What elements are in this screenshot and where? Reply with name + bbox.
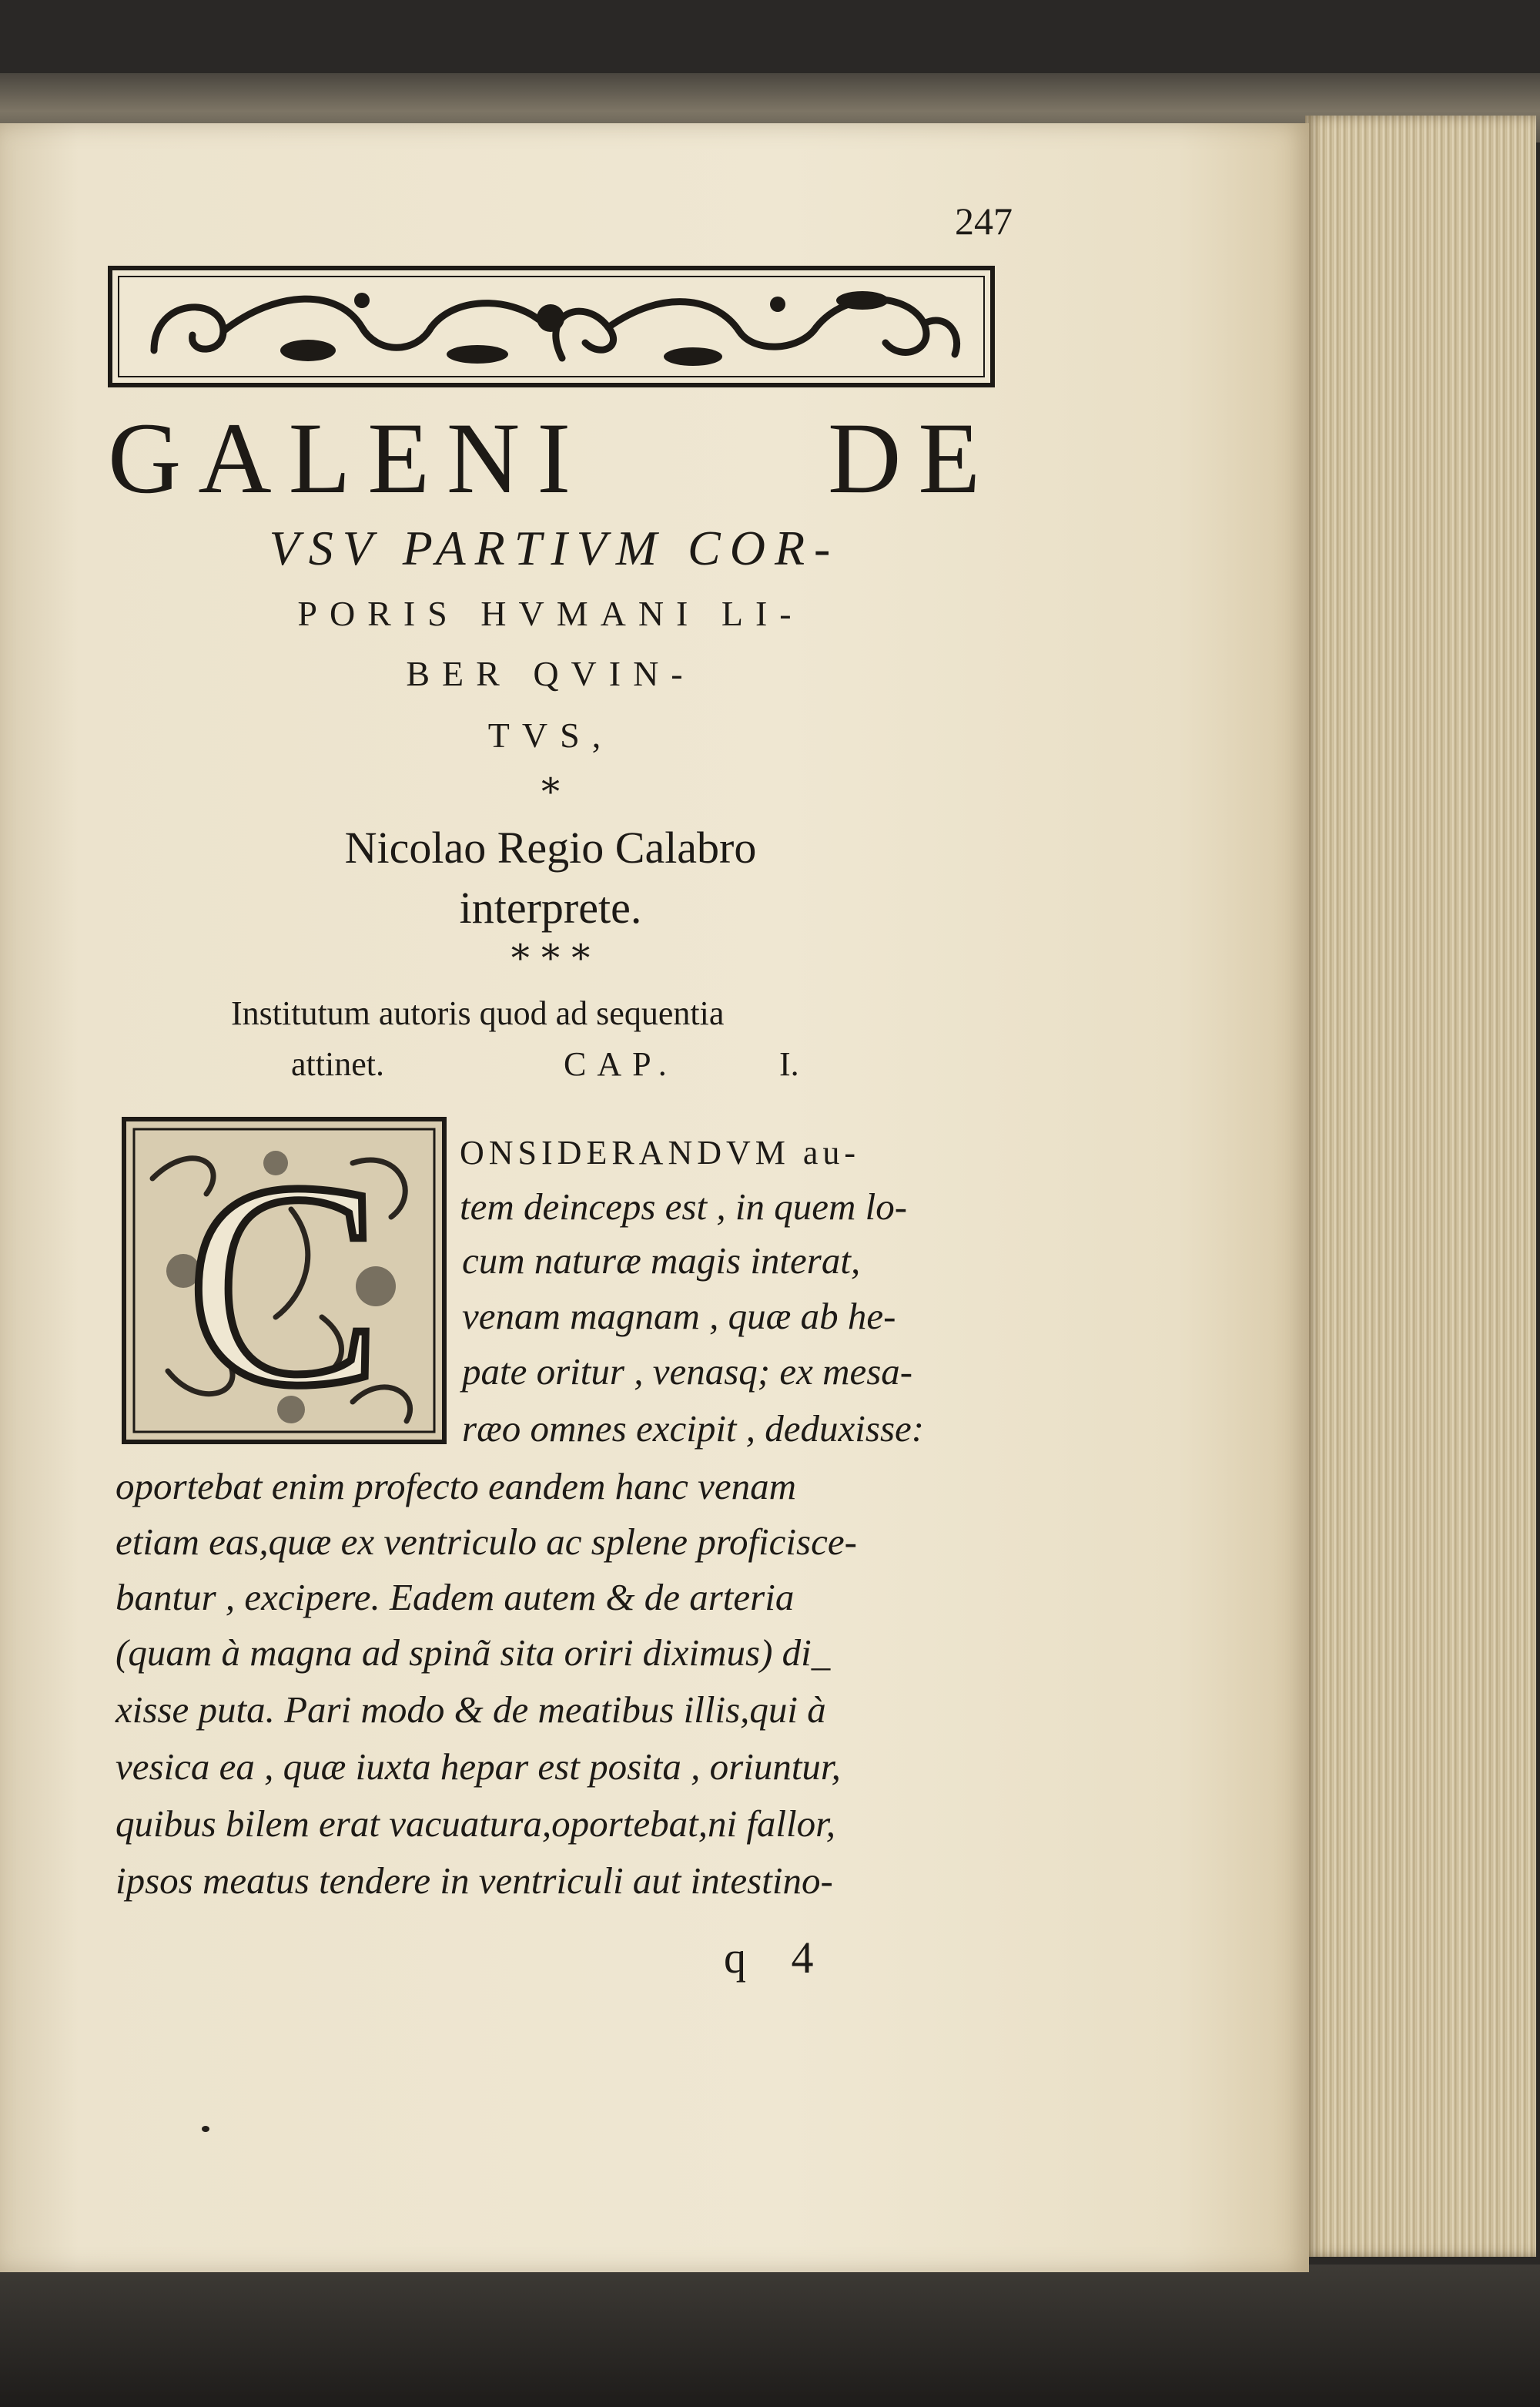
body-line: tem deinceps est , in quem lo-: [460, 1185, 908, 1228]
star-ornament: *: [541, 770, 560, 813]
decorated-initial: [122, 1117, 447, 1444]
body-line: venam magnam , quæ ab he-: [462, 1295, 896, 1337]
body-line: quibus bilem erat vacuatura,oportebat,ni fallor,: [116, 1802, 836, 1845]
title-line-2: PORIS HVMANI LI-: [297, 594, 804, 633]
star-cluster: * * *: [511, 937, 591, 980]
body-line: pate oritur , venasq; ex mesa-: [462, 1350, 913, 1393]
body-line: ræo omnes excipit , deduxisse:: [462, 1407, 925, 1450]
title-line-4: TVS,: [487, 716, 614, 755]
body-line: ipsos meatus tendere in ventriculi aut intestino-: [116, 1859, 833, 1902]
body-line: (quam à magna ad spinã sita oriri diximus) di_: [116, 1631, 831, 1674]
ornament-band: [108, 266, 995, 387]
chapter-heading-line-2: attinet.: [291, 1045, 384, 1083]
body-line: bantur , excipere. Eadem autem & de arteria: [116, 1576, 795, 1618]
body-line: ONSIDERANDVM au-: [460, 1134, 861, 1172]
signature-mark: q 4: [724, 1933, 831, 1983]
body-line: oportebat enim profecto eandem hanc venam: [116, 1465, 797, 1507]
body-line: etiam eas,quæ ex ventriculo ac splene proficisce-: [116, 1520, 857, 1563]
page-number: 247: [955, 199, 1013, 243]
body-line: xisse puta. Pari modo & de meatibus illis,qui à: [116, 1688, 826, 1731]
page-edges: [1305, 116, 1536, 2257]
interpreter-line-2: interprete.: [459, 883, 642, 933]
body-line: vesica ea , quæ iuxta hepar est posita , oriuntur,: [116, 1745, 841, 1788]
chapter-cap-number: I.: [779, 1045, 799, 1083]
chapter-cap-label: CAP.: [564, 1045, 678, 1083]
book-cover-bottom: [0, 2265, 1540, 2407]
body-line: cum naturæ magis interat,: [462, 1239, 861, 1282]
initial-letter: C: [186, 1122, 382, 1444]
title-subtitle: VSV PARTIVM COR-: [269, 521, 840, 575]
interpreter-line-1: Nicolao Regio Calabro: [344, 823, 757, 873]
title-main: GALENI DE: [108, 401, 997, 515]
title-line-3: BER QVIN-: [406, 654, 695, 693]
chapter-heading-line-1: Institutum autoris quod ad sequentia: [231, 994, 725, 1032]
ink-speck: [202, 2126, 209, 2132]
